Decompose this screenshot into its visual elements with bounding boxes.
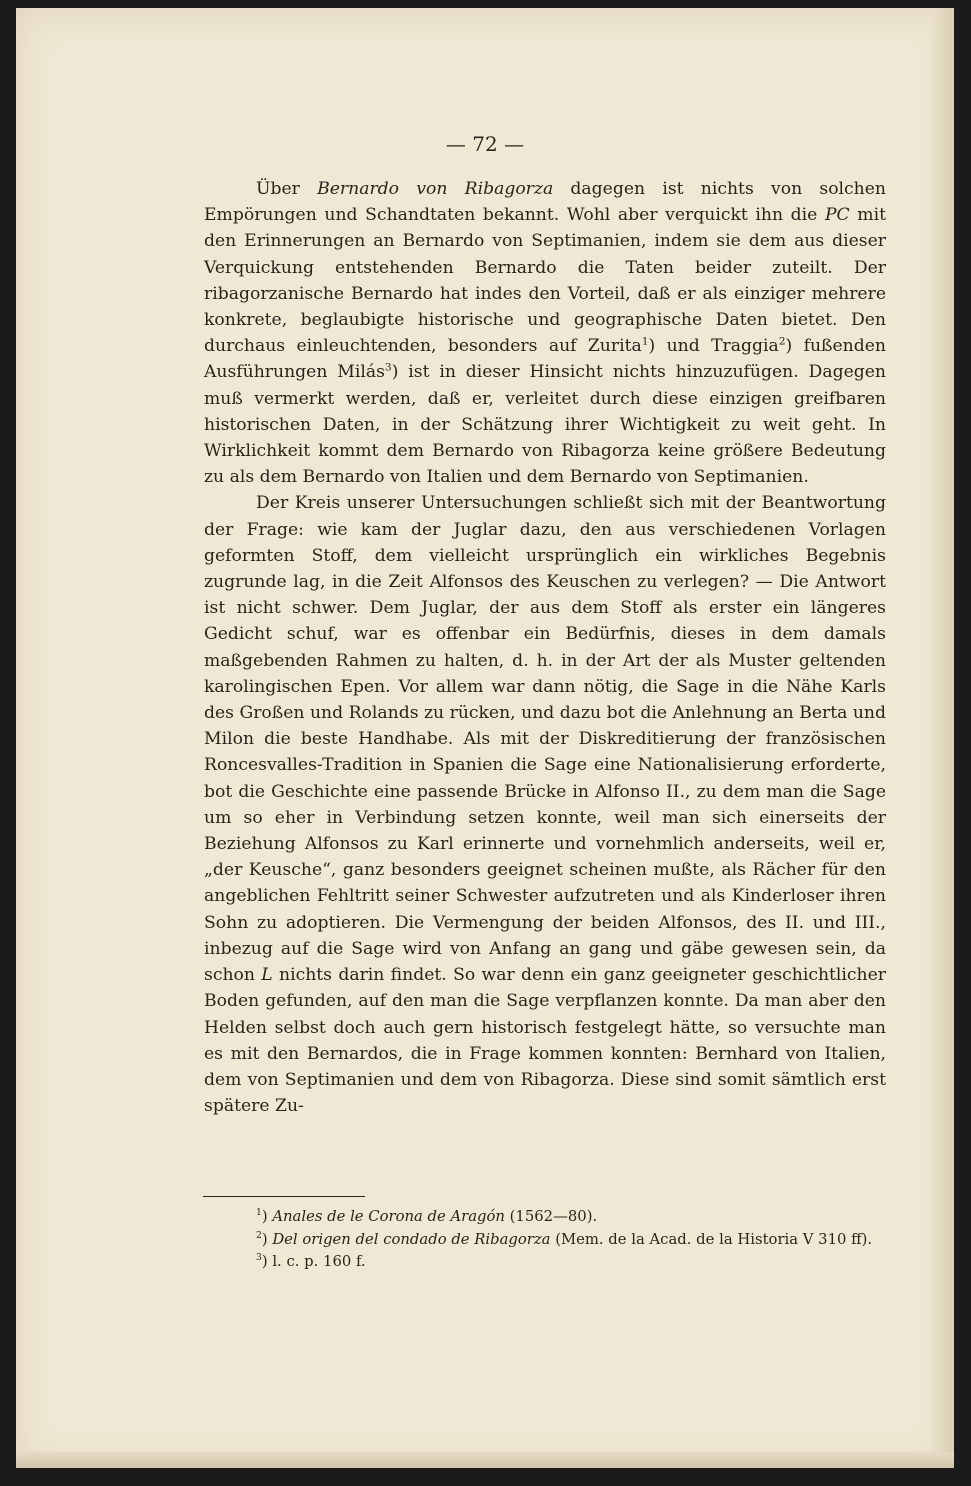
footnote-ref-1: 1	[641, 334, 649, 348]
footnote-mark: 1	[256, 1207, 262, 1219]
footnotes	[204, 1206, 886, 1274]
book-page	[16, 8, 954, 1468]
footnote-ref-2: 2	[778, 334, 786, 348]
italic-name: Bernardo von Ribagorza	[317, 179, 554, 199]
page-edge-bottom	[16, 1452, 954, 1468]
footnote-mark: 3	[256, 1252, 262, 1264]
paragraph-2: Der Kreis unserer Untersuchungen schließt sich mit der Beantwortung der Frage: wie kam der Juglar dazu, den aus verschiedenen Vorlagen geformten Stoff, dem vielleicht ursprünglich ein wirkliches Begebnis zugrunde lag, in die Zeit Alfonsos des Keuschen zu verlegen? — Die Antwort ist nicht schwer. Dem Juglar, der aus dem Stoff als erster ein längeres Gedicht schuf, war es offenbar ein Bedürfnis, dieses in dem damals maßgebenden Rahmen zu halten, d. h. in der Art der als Muster geltenden karolingischen Epen. Vor allem war dann nötig, die Sage in die Nähe Karls des Großen und Rolands zu rücken, und dazu bot die Anlehnung an Berta und Milon die beste Handhabe. Als mit der Diskreditierung der französischen Roncesvalles-Tradition in Spanien die Sage eine Nationalisierung erforderte, bot die Geschichte eine passende Brücke in Alfonso II., zu dem man die Sage um so eher in Verbindung setzen konnte, weil man sich einerseits der Beziehung Alfonsos zu Karl erinnerte und vornehmlich anderseits, weil er, „der Keusche“, ganz besonders geeignet scheinen mußte, als Rächer für den angeblichen Fehltritt seiner Schwester aufzutreten und als Kinderloser ihren Sohn zu adoptieren. Die Vermengung der beiden Alfonsos, des II. und III., inbezug auf die Sage wird von Anfang an gang und gäbe gewesen sein, da schon L nichts darin findet. So war denn ein ganz geeigneter geschichtlicher Boden gefunden, auf den man die Sage verpflanzen konnte. Da man aber den Helden selbst doch auch gern historisch festgelegt hätte, so versuchte man es mit den Bernardos, die in Frage kommen konnten: Bernhard von Italien, dem von Septimanien und dem von Ribagorza. Diese sind somit sämtlich erst spätere Zu-	[204, 493, 886, 1117]
italic-siglum: L	[261, 965, 273, 986]
footnote-mark: 2	[256, 1229, 262, 1241]
main-text	[204, 176, 886, 1119]
footnote-divider	[203, 1196, 365, 1197]
footnote-3: $^3$) l. c. p. 160 f.	[256, 1252, 366, 1270]
paragraph-1: Über Bernardo von Ribagorza dagegen ist nichts von solchen Empörungen und Schandtaten bekannt. Wohl aber verquickt ihn die PC mit den Erinnerungen an Bernardo von Septimanien, indem sie dem aus dieser Verquickung entstehenden Bernardo die Taten beider zuteilt. Der ribagorzanische Bernardo hat indes den Vorteil, daß er als einziger mehrere konkrete, beglaubigte historische und geographische Daten bietet. Den durchaus einleuchtenden, besonders auf Zurita$^1$) und Traggia$^2$) fußenden Ausführungen Milás$^3$) ist in dieser Hinsicht nichts hinzuzufügen. Dagegen muß vermerkt werden, daß er, verleitet durch diese einzigen greifbaren historischen Daten, in der Schätzung ihrer Wichtigkeit zu weit geht. In Wirklichkeit kommt dem Bernardo von Ribagorza keine größere Bedeutung zu als dem Bernardo von Italien und dem Bernardo von Septimanien.	[204, 179, 886, 488]
page-edge-right	[932, 8, 954, 1468]
italic-siglum: PC	[824, 205, 850, 226]
footnote-title: Del origen del condado de Ribagorza	[272, 1230, 551, 1248]
footnote-1: $^1$) Anales de le Corona de Aragón (1562—80).	[256, 1207, 598, 1225]
footnote-2: $^2$) Del origen del condado de Ribagorza (Mem. de la Acad. de la Historia V 310 ff).	[256, 1229, 873, 1248]
footnote-title: Anales de le Corona de Aragón	[272, 1208, 505, 1225]
footnote-ref-3: 3	[384, 360, 392, 374]
page-number: — 72 —	[445, 132, 525, 156]
